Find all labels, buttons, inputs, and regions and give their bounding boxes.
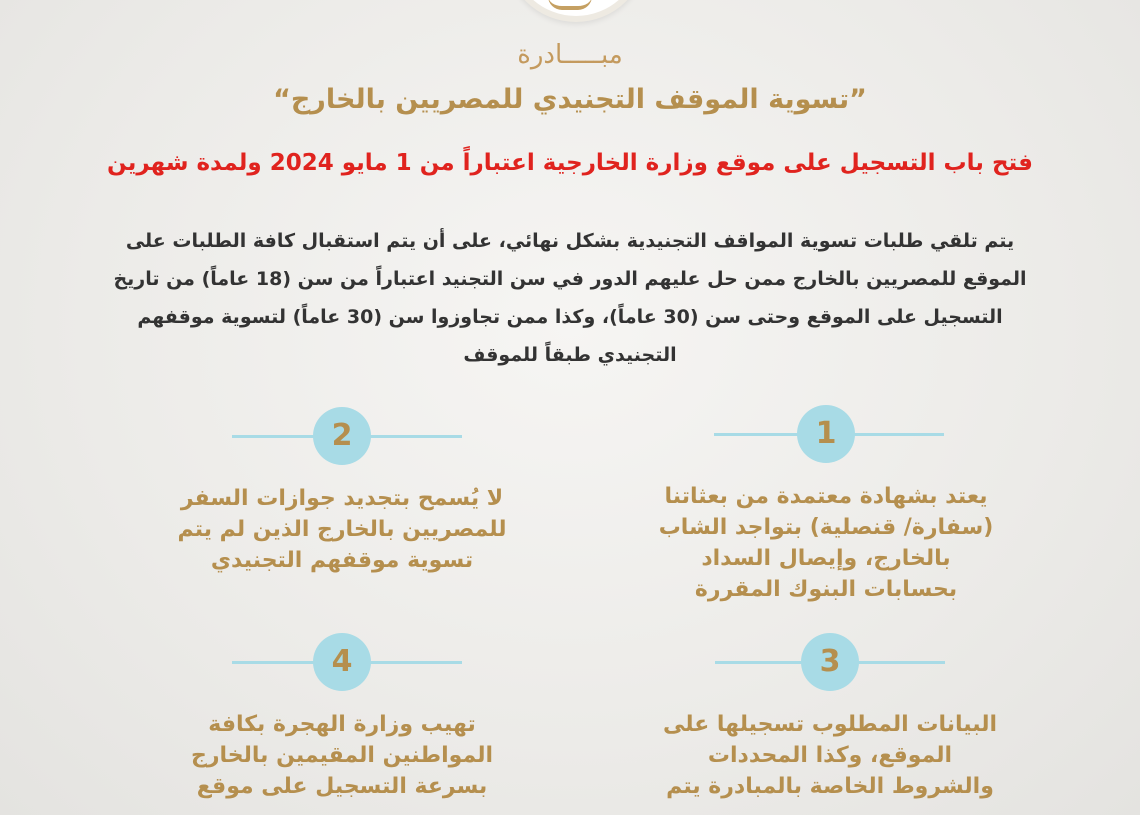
- step-number-badge: 1: [797, 405, 855, 463]
- registration-headline: فتح باب التسجيل على موقع وزارة الخارجية اعتباراً من 1 مايو 2024 ولمدة شهرين: [107, 150, 1033, 176]
- step-number-badge: 4: [313, 633, 371, 691]
- step-text: يعتد بشهادة معتمدة من بعثاتنا (سفارة/ قنصلية) بتواجد الشاب بالخارج، وإيصال السداد بحسابات البنوك المقررة: [658, 484, 994, 602]
- step-number-badge: 2: [313, 407, 371, 465]
- step-text: تهيب وزارة الهجرة بكافة المواطنين المقيمين بالخارج بسرعة التسجيل على موقع: [191, 712, 493, 799]
- initiative-label: مبـــــادرة: [517, 40, 623, 70]
- step-text: لا يُسمح بتجديد جوازات السفر للمصريين بالخارج الذين لم يتم تسوية موقفهم التجنيدي: [177, 486, 507, 573]
- step-number-badge: 3: [801, 633, 859, 691]
- step-text: البيانات المطلوب تسجيلها على الموقع، وكذا المحددات والشروط الخاصة بالمبادرة يتم: [662, 712, 997, 799]
- page-title: ”تسوية الموقف التجنيدي للمصريين بالخارج“: [273, 84, 867, 115]
- intro-paragraph: يتم تلقي طلبات تسوية المواقف التجنيدية بشكل نهائي، على أن يتم استقبال كافة الطلبات على الموقع للمصريين بالخارج ممن حل عليهم الدور في سن التجنيد اعتباراً من سن (18 عاماً) من تاريخ التسجيل على الموقع وحتى سن (30 عاماً)، وكذا ممن تجاوزوا سن (30 عاماً) لتسوية موقفهم التجنيدي طبقاً للموقف: [113, 230, 1027, 366]
